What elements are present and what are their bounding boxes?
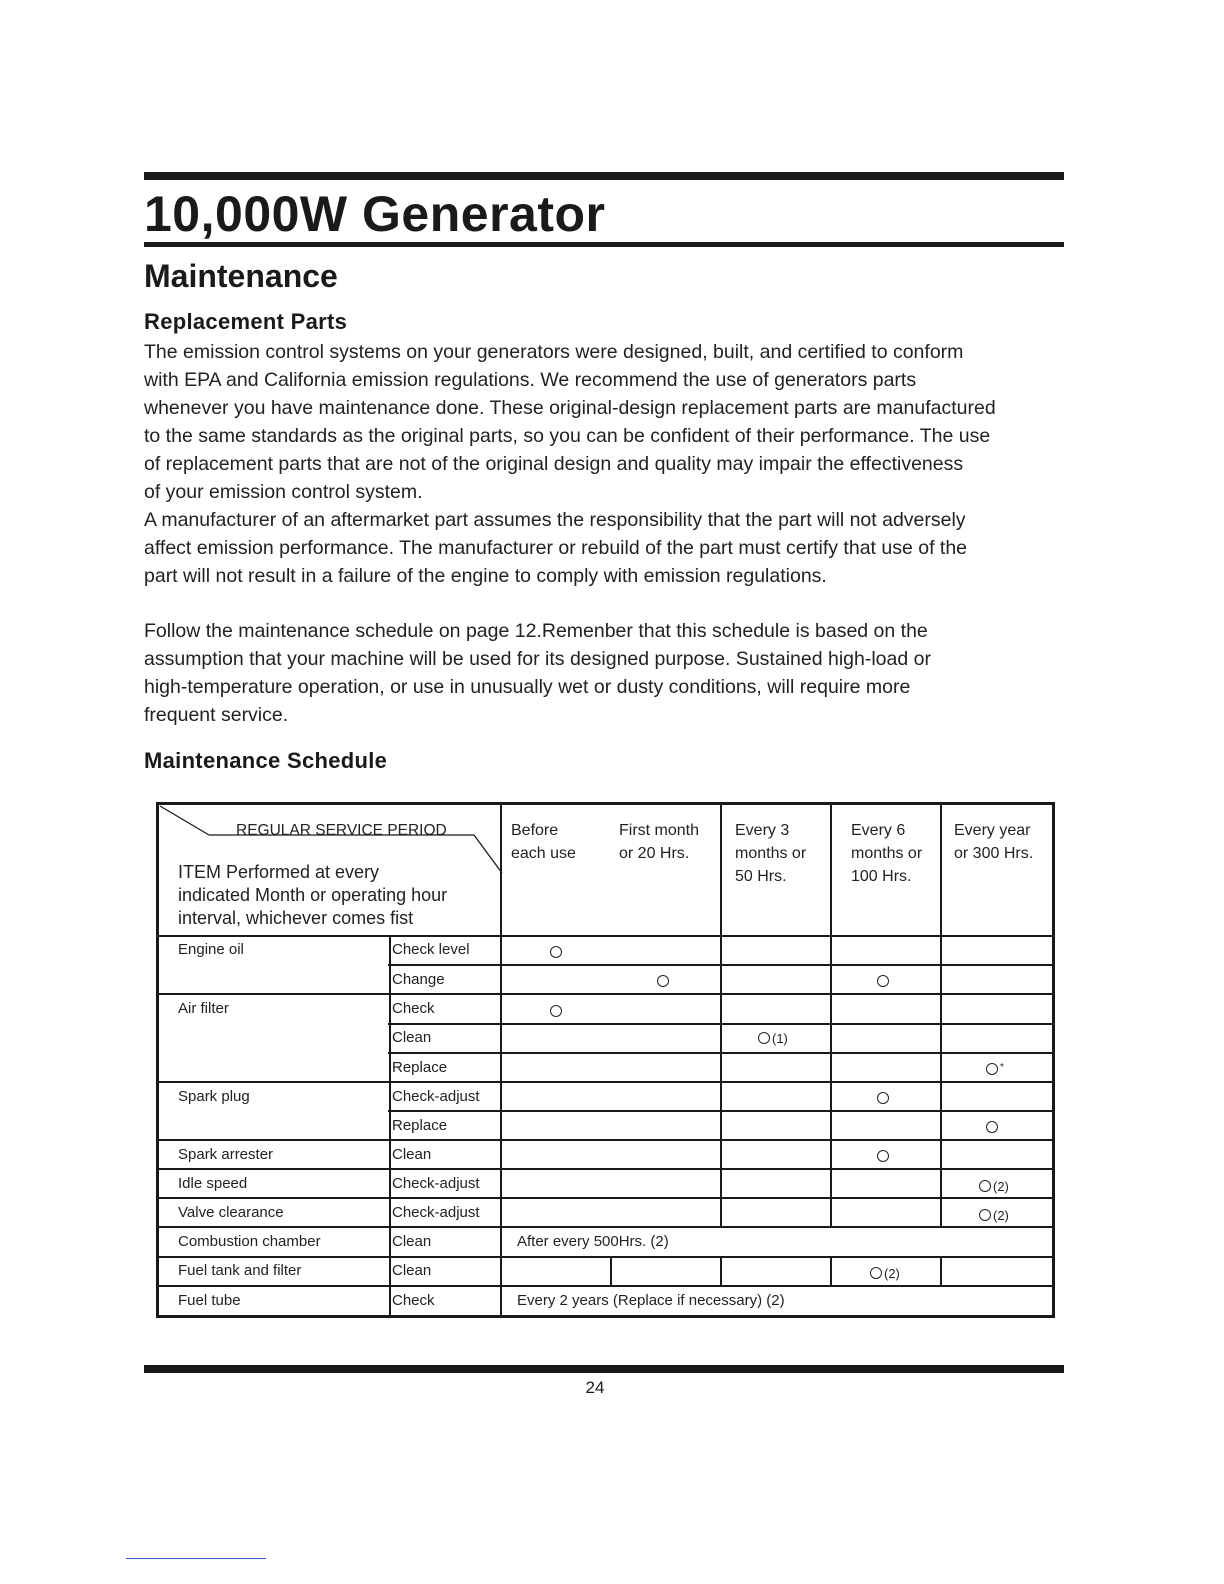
mark-note: (2): [884, 1266, 900, 1281]
grid-line: [610, 1256, 612, 1285]
service-mark: [877, 1090, 889, 1107]
mark-note: (1): [772, 1031, 788, 1046]
action-clean: Clean: [392, 1146, 432, 1163]
column-header-line: First month: [619, 822, 700, 839]
service-mark: [986, 1119, 998, 1136]
column-header-line: months or: [735, 845, 807, 862]
column-header-line: 50 Hrs.: [735, 868, 787, 885]
circle-mark-icon: [877, 1150, 889, 1162]
footer-link-underline: [126, 1558, 266, 1559]
action-check-adjust: Check-adjust: [392, 1204, 480, 1221]
action-check-adjust: Check-adjust: [392, 1088, 480, 1105]
grid-line: [159, 1256, 1052, 1258]
action-clean: Clean: [392, 1029, 432, 1046]
text-line: high-temperature operation, or use in unusually wet or dusty conditions, will require more: [144, 676, 911, 698]
circle-mark-icon: [979, 1209, 991, 1221]
column-header-line: months or: [851, 845, 923, 862]
item-engine-oil: Engine oil: [178, 941, 244, 958]
grid-line: [159, 935, 1052, 937]
item-air-filter: Air filter: [178, 1000, 229, 1017]
column-header-every-3-months: [735, 819, 806, 888]
service-mark: [550, 1003, 562, 1020]
mark-note: *: [1000, 1062, 1004, 1073]
grid-line: [389, 935, 391, 1315]
replacement-parts-paragraph: [144, 338, 1104, 590]
item-valve-clearance: Valve clearance: [178, 1204, 284, 1221]
service-mark: [870, 1265, 900, 1282]
mark-note: (2): [993, 1179, 1009, 1194]
regular-service-period-label: REGULAR SERVICE PERIOD: [236, 822, 447, 839]
service-mark: [758, 1030, 788, 1047]
service-mark: [550, 944, 562, 961]
column-header-line: or 300 Hrs.: [954, 845, 1034, 862]
column-header-line: 100 Hrs.: [851, 868, 912, 885]
grid-line: [159, 1081, 1052, 1083]
grid-line: [720, 1256, 722, 1285]
text-line: whenever you have maintenance done. These original-design replacement parts are manufactured: [144, 397, 996, 419]
text-line: with EPA and California emission regulations. We recommend the use of generators parts: [144, 369, 917, 391]
text-line: affect emission performance. The manufacturer or rebuild of the part must certify that use of the: [144, 537, 968, 559]
column-header-first-month: [619, 819, 699, 865]
circle-mark-icon: [986, 1121, 998, 1133]
grid-line: [159, 993, 1052, 995]
circle-mark-icon: [877, 975, 889, 987]
text-line: to the same standards as the original parts, so you can be confident of their performance. The use: [144, 425, 991, 447]
action-clean: Clean: [392, 1262, 432, 1279]
grid-line: [159, 1285, 1052, 1287]
action-change: Change: [392, 971, 445, 988]
action-replace: Replace: [392, 1117, 448, 1134]
service-mark: [877, 1148, 889, 1165]
text-line: part will not result in a failure of the engine to comply with emission regulations.: [144, 565, 827, 587]
column-header-line: each use: [511, 845, 576, 862]
circle-mark-icon: [979, 1180, 991, 1192]
service-mark: [986, 1061, 1004, 1078]
circle-mark-icon: [877, 1092, 889, 1104]
grid-line: [159, 1197, 1052, 1199]
text-line: of replacement parts that are not of the original design and quality may impair the effectiveness: [144, 453, 964, 475]
column-header-before-each-use: [511, 819, 576, 865]
action-check: Check: [392, 1000, 435, 1017]
circle-mark-icon: [550, 1005, 562, 1017]
grid-line: [159, 1226, 1052, 1228]
item-combustion-chamber: Combustion chamber: [178, 1233, 321, 1250]
grid-line: [940, 805, 942, 1227]
combustion-chamber-note: After every 500Hrs. (2): [517, 1233, 669, 1250]
action-check-level: Check level: [392, 941, 470, 958]
circle-mark-icon: [657, 975, 669, 987]
grid-line: [830, 1256, 832, 1285]
grid-line: [940, 1256, 942, 1285]
item-label-line: indicated Month or operating hour: [178, 885, 448, 905]
column-header-line: or 20 Hrs.: [619, 845, 690, 862]
grid-line: [830, 805, 832, 1227]
action-check-adjust: Check-adjust: [392, 1175, 480, 1192]
text-line: frequent service.: [144, 704, 289, 726]
circle-mark-icon: [870, 1267, 882, 1279]
text-line: Follow the maintenance schedule on page 12.Remenber that this schedule is based on the: [144, 620, 928, 642]
item-label: [178, 861, 447, 930]
item-fuel-tube: Fuel tube: [178, 1292, 241, 1309]
grid-line: [159, 1168, 1052, 1170]
maintenance-schedule-table: [156, 802, 1055, 1318]
service-mark: [979, 1207, 1009, 1224]
service-mark: [979, 1178, 1009, 1195]
page-title: 10,000W Generator: [144, 186, 606, 242]
service-mark: [877, 973, 889, 990]
action-replace: Replace: [392, 1059, 448, 1076]
item-spark-arrester: Spark arrester: [178, 1146, 274, 1163]
section-title: Maintenance: [144, 258, 338, 294]
column-header-every-6-months: [851, 819, 922, 888]
header-rule-top: [144, 172, 1064, 180]
circle-mark-icon: [986, 1063, 998, 1075]
action-check: Check: [392, 1292, 435, 1309]
grid-line: [720, 805, 722, 1227]
column-header-line: Every year: [954, 822, 1031, 839]
text-line: The emission control systems on your generators were designed, built, and certified to conform: [144, 341, 964, 363]
grid-line: [159, 1139, 1052, 1141]
column-header-every-year: [954, 819, 1033, 865]
column-header-line: Every 3: [735, 822, 790, 839]
item-label-line: ITEM Performed at every: [178, 862, 380, 882]
maintenance-schedule-heading: Maintenance Schedule: [144, 748, 388, 773]
circle-mark-icon: [758, 1032, 770, 1044]
header-rule-bottom: [144, 242, 1064, 247]
fuel-tube-note: Every 2 years (Replace if necessary) (2): [517, 1292, 785, 1309]
item-idle-speed: Idle speed: [178, 1175, 248, 1192]
item-label-line: interval, whichever comes fist: [178, 908, 414, 928]
mark-note: (2): [993, 1208, 1009, 1223]
text-line: assumption that your machine will be used for its designed purpose. Sustained high-load or: [144, 648, 931, 670]
grid-line: [500, 805, 502, 1315]
action-clean: Clean: [392, 1233, 432, 1250]
text-line: of your emission control system.: [144, 481, 423, 503]
item-spark-plug: Spark plug: [178, 1088, 250, 1105]
column-header-line: Every 6: [851, 822, 906, 839]
follow-schedule-paragraph: [144, 617, 1104, 729]
footer-rule: [144, 1365, 1064, 1373]
text-line: A manufacturer of an aftermarket part assumes the responsibility that the part will not adversely: [144, 509, 966, 531]
item-fuel-tank-and-filter: Fuel tank and filter: [178, 1262, 302, 1279]
column-header-line: Before: [511, 822, 559, 839]
replacement-parts-heading: Replacement Parts: [144, 309, 348, 334]
circle-mark-icon: [550, 946, 562, 958]
service-mark: [657, 973, 669, 990]
page-number: 24: [585, 1378, 605, 1397]
